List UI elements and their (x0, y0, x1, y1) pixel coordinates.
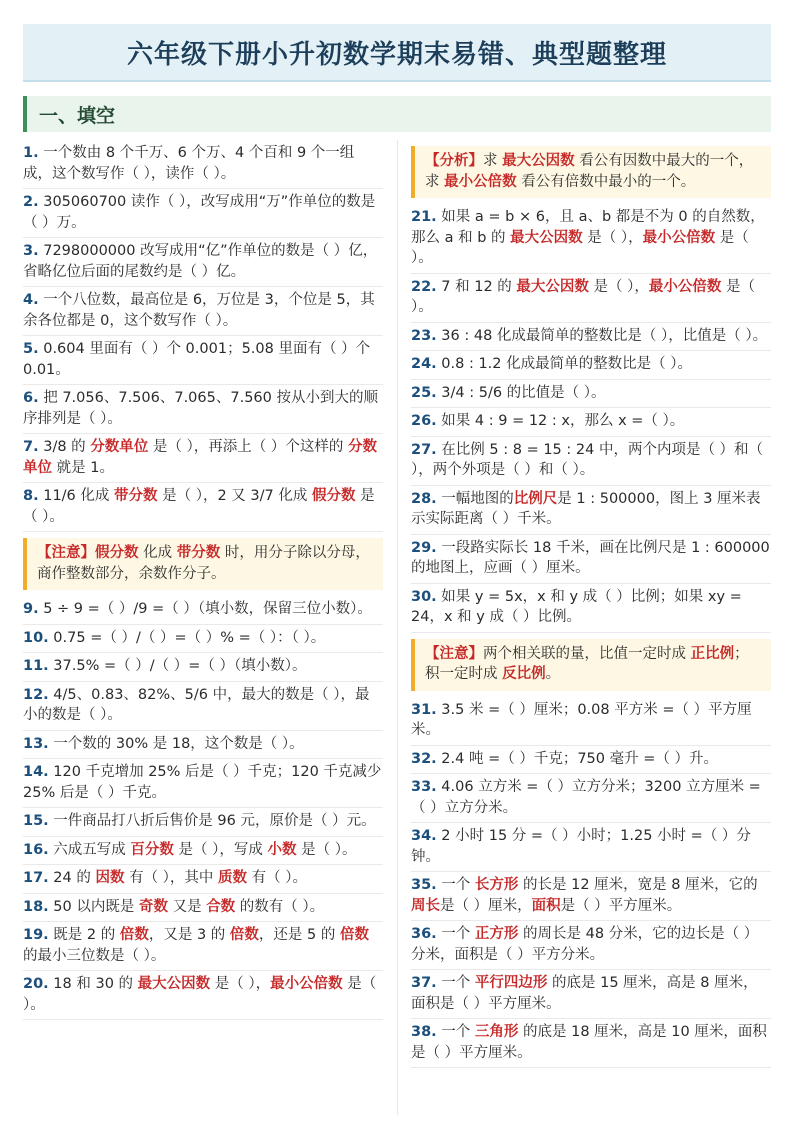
question-number: 20. (23, 976, 49, 992)
question-item (411, 408, 771, 437)
question-number: 25. (411, 384, 437, 401)
question-text: 。 (545, 666, 561, 682)
question-item (23, 731, 383, 760)
question-text: 如果 y = 5x，x 和 y 成（ ）比例；如果 xy = 24，x 和 y 成（ ）比例。 (411, 588, 742, 625)
question-text: 求 (483, 153, 503, 169)
question-number: 2. (23, 194, 39, 210)
question-text: 时，用分子除以分母，商作整数部分，余数作分子。 (37, 545, 370, 582)
question-number: 38. (411, 1024, 437, 1040)
question-number: 35. (411, 877, 437, 893)
question-number: 16. (23, 841, 49, 858)
question-text: 是（ ）。 (23, 488, 375, 525)
question-number: 37. (411, 975, 437, 991)
question-number: 22. (411, 278, 437, 295)
key-term: 分数单位 (90, 439, 149, 455)
key-term: 倍数 (339, 927, 369, 943)
question-item (23, 385, 383, 434)
question-text: 18 和 30 的 (53, 976, 138, 992)
key-term: 最小公倍数 (648, 278, 722, 295)
question-text: 的最小三位数是（ ）。 (23, 947, 166, 964)
key-term: 最大公因数 (516, 278, 589, 295)
question-item (23, 922, 383, 971)
key-term: 面积 (531, 897, 561, 914)
question-number: 24. (411, 356, 437, 372)
question-number: 18. (23, 898, 49, 915)
note-tag: 【注意】 (37, 545, 95, 561)
question-number: 28. (411, 490, 437, 507)
question-item (411, 1019, 771, 1068)
question-text: 一幅地图的 (441, 490, 514, 507)
key-term: 正比例 (690, 645, 735, 662)
question-number: 17. (23, 870, 49, 886)
question-text: 如果 a = b × 6，且 a、b 都是不为 0 的自然数，那么 a 和 b 的 (411, 209, 765, 246)
question-number: 14. (23, 764, 49, 780)
question-text: 在比例 5 : 8 = 15 : 24 中，两个内项是（ ）和（ ），两个外项是（ ）和（ ）。 (411, 441, 764, 478)
question-text: 5 ÷ 9 =（ ）/9 =（ ）（填小数，保留三位小数）。 (43, 601, 372, 617)
question-text: 又是 (167, 898, 207, 915)
question-item (411, 380, 771, 409)
note-box (411, 146, 771, 198)
note-box (411, 639, 771, 691)
question-text: 把 7.056、7.506、7.065、7.560 按从小到大的顺序排列是（ ）。 (23, 390, 378, 427)
note-tag: 【分析】 (425, 153, 483, 169)
question-text: 看公有倍数中最小的一个。 (516, 173, 696, 190)
key-term: 倍数 (229, 927, 259, 943)
key-term: 质数 (218, 870, 248, 886)
question-item (411, 351, 771, 380)
question-text: 一件商品打八折后售价是 96 元，原价是（ ）元。 (53, 813, 376, 829)
question-text: 既是 2 的 (53, 927, 120, 943)
key-term: 合数 (206, 898, 236, 915)
question-text: 3.5 米 =（ ）厘米；0.08 平方米 =（ ）平方厘米。 (411, 701, 752, 738)
question-text: 是（ ）， (588, 278, 649, 295)
question-text: 是 1 : 500000，图上 3 厘米表示实际距离（ ）千米。 (411, 490, 761, 527)
question-item (23, 759, 383, 808)
question-number: 5. (23, 341, 39, 357)
key-term: 最小公倍数 (270, 976, 343, 992)
question-number: 30. (411, 588, 437, 605)
key-term: 假分数 (95, 545, 139, 561)
question-text: 是（ ）厘米， (440, 897, 532, 914)
key-term: 三角形 (474, 1024, 519, 1040)
question-text: 一个 (441, 1024, 475, 1040)
question-text: 一个 (441, 877, 475, 893)
title-banner (23, 24, 771, 82)
question-item (23, 653, 383, 682)
key-term: 最小公倍数 (444, 173, 517, 190)
right-column (411, 140, 771, 1068)
key-term: 平行四边形 (474, 975, 548, 991)
question-number: 21. (411, 209, 437, 225)
question-text: 的周长是 48 分米，它的边长是（ ）分米，面积是（ ）平方分米。 (411, 926, 759, 963)
question-item (411, 921, 771, 970)
question-item (23, 596, 383, 625)
question-text: 有（ ）。 (247, 870, 308, 886)
question-item (411, 970, 771, 1019)
question-text: ；积一定时成 (425, 645, 749, 682)
question-item (411, 437, 771, 486)
question-item (411, 323, 771, 352)
section-title: 一、填空 (39, 104, 116, 127)
question-item (23, 625, 383, 654)
question-item (411, 274, 771, 323)
question-item (411, 823, 771, 872)
question-item (23, 808, 383, 837)
question-text: 一个 (441, 975, 475, 991)
question-text: 两个相关联的量，比值一定时成 (483, 645, 691, 662)
question-item (411, 697, 771, 746)
question-number: 33. (411, 779, 437, 795)
key-term: 最小公倍数 (642, 229, 716, 246)
question-text: 50 以内既是 (53, 898, 139, 915)
question-number: 3. (23, 243, 39, 259)
question-text: 是（ ），2 又 3/7 化成 (157, 488, 312, 504)
question-number: 4. (23, 292, 39, 308)
key-term: 因数 (95, 870, 125, 886)
question-text: 有（ ），其中 (124, 870, 219, 886)
question-item (23, 682, 383, 731)
question-item (411, 746, 771, 775)
question-text: 一个八位数，最高位是 6，万位是 3，个位是 5，其余各位都是 0，这个数写作（ ）。 (23, 292, 375, 329)
key-term: 带分数 (176, 545, 221, 561)
key-term: 假分数 (311, 488, 356, 504)
question-text: 是（ ）， (582, 229, 643, 246)
key-term: 最大公因数 (510, 229, 583, 246)
question-text: 3/4 : 5/6 的比值是（ ）。 (441, 384, 606, 401)
key-term: 倍数 (119, 927, 149, 943)
page-title: 六年级下册小升初数学期末易错、典型题整理 (126, 39, 667, 70)
question-item (411, 774, 771, 823)
question-number: 34. (411, 828, 437, 844)
question-text: 是（ ）。 (411, 229, 749, 266)
question-item (23, 287, 383, 336)
question-number: 29. (411, 539, 437, 556)
question-text: 一个数由 8 个千万、6 个万、4 个百和 9 个一组成，这个数写作（ ），读作（ ）。 (23, 145, 355, 182)
question-text: 7298000000 改写成用“亿”作单位的数是（ ）亿，省略亿位后面的尾数约是（ ）亿。 (23, 243, 378, 280)
key-term: 小数 (267, 841, 297, 858)
question-number: 11. (23, 658, 49, 674)
question-number: 9. (23, 601, 39, 617)
question-item (23, 865, 383, 894)
question-text: 2 小时 15 分 =（ ）小时；1.25 小时 =（ ）分钟。 (411, 828, 751, 865)
question-text: 六成五写成 (53, 841, 131, 858)
key-term: 最大公因数 (502, 153, 575, 169)
question-text: 是（ ）平方厘米。 (560, 897, 682, 914)
section-header (23, 96, 771, 132)
question-number: 6. (23, 390, 39, 406)
question-text: 是（ ）。 (23, 976, 377, 1013)
question-item (23, 837, 383, 866)
question-text: 的长是 12 厘米，宽是 8 厘米，它的 (518, 877, 758, 893)
key-term: 长方形 (474, 877, 519, 893)
question-number: 13. (23, 735, 49, 752)
key-term: 周长 (411, 897, 440, 914)
question-item (23, 434, 383, 483)
key-term: 反比例 (502, 666, 546, 682)
question-text: 2.4 吨 =（ ）千克；750 毫升 =（ ）升。 (441, 750, 718, 767)
question-text: 0.604 里面有（ ）个 0.001；5.08 里面有（ ）个 0.01。 (23, 341, 371, 378)
key-term: 带分数 (114, 488, 158, 504)
question-item (411, 204, 771, 274)
question-text: 看公有因数中最大的一个，求 (425, 153, 754, 190)
question-number: 15. (23, 813, 49, 829)
question-item (411, 584, 771, 633)
key-term: 百分数 (130, 841, 174, 858)
question-number: 8. (23, 488, 39, 504)
question-number: 31. (411, 701, 437, 718)
question-number: 7. (23, 439, 39, 455)
question-text: 37.5% =（ ）/（ ）=（ ）（填小数）。 (53, 658, 307, 674)
question-text: 的数有（ ）。 (235, 898, 325, 915)
question-text: 是（ ）， (210, 976, 271, 992)
key-term: 奇数 (138, 898, 168, 915)
question-number: 10. (23, 629, 49, 646)
question-text: 是（ ），写成 (173, 841, 268, 858)
question-item (23, 336, 383, 385)
question-text: 4/5、0.83、82%、5/6 中，最大的数是（ ），最小的数是（ ）。 (23, 686, 370, 723)
question-item (23, 894, 383, 923)
key-term: 正方形 (474, 926, 519, 942)
question-text: 120 千克增加 25% 后是（ ）千克；120 千克减少 25% 后是（ ）千克。 (23, 764, 382, 801)
question-item (23, 189, 383, 238)
question-number: 1. (23, 145, 39, 161)
question-item (411, 872, 771, 921)
question-number: 12. (23, 686, 49, 703)
note-tag: 【注意】 (425, 645, 483, 662)
question-text: 7 和 12 的 (441, 278, 517, 295)
key-term: 最大公因数 (137, 976, 211, 992)
question-text: 如果 4 : 9 = 12 : x，那么 x =（ ）。 (441, 413, 685, 429)
question-number: 32. (411, 750, 437, 767)
question-text: ，又是 3 的 (148, 927, 230, 943)
question-text: 就是 1。 (52, 459, 114, 476)
question-number: 23. (411, 327, 437, 344)
question-number: 26. (411, 413, 437, 429)
question-item (411, 535, 771, 584)
column-divider (397, 140, 398, 1115)
question-item (23, 971, 383, 1020)
question-text: 的底是 18 厘米，高是 10 厘米，面积是（ ）平方厘米。 (411, 1024, 767, 1061)
question-number: 19. (23, 927, 49, 943)
question-text: 0.8 : 1.2 化成最简单的整数比是（ ）。 (441, 356, 692, 372)
key-term: 比例尺 (513, 490, 558, 507)
question-text: 3/8 的 (43, 439, 91, 455)
question-item (23, 483, 383, 532)
question-text: 是（ ），再添上（ ）个这样的 (148, 439, 348, 455)
question-text: 11/6 化成 (43, 488, 114, 504)
question-text: 一个 (441, 926, 475, 942)
question-text: 一个数的 30% 是 18，这个数是（ ）。 (53, 735, 304, 752)
question-text: 的底是 15 厘米，高是 8 厘米，面积是（ ）平方厘米。 (411, 975, 758, 1012)
question-text: ，还是 5 的 (258, 927, 340, 943)
question-item (23, 140, 383, 189)
question-text: 是（ ）。 (296, 841, 357, 858)
question-text: 305060700 读作（ ），改写成用“万”作单位的数是（ ）万。 (23, 194, 376, 231)
question-text: 24 的 (53, 870, 96, 886)
question-text: 化成 (138, 545, 177, 561)
question-item (23, 238, 383, 287)
question-number: 27. (411, 441, 437, 458)
question-number: 36. (411, 926, 437, 942)
question-text: 一段路实际长 18 千米，画在比例尺是 1 : 600000 的地图上，应画（ ）厘米。 (411, 539, 770, 576)
question-text: 是（ ）。 (411, 278, 755, 315)
key-term: 分数单位 (23, 439, 377, 476)
left-column (23, 140, 383, 1020)
question-text: 0.75 =（ ）/（ ）=（ ）% =（ ）：（ ）。 (53, 629, 326, 646)
question-text: 4.06 立方米 =（ ）立方分米；3200 立方厘米 =（ ）立方分米。 (411, 779, 761, 816)
question-item (411, 486, 771, 535)
note-box (23, 538, 383, 590)
question-text: 36 : 48 化成最简单的整数比是（ ），比值是（ ）。 (441, 327, 768, 344)
